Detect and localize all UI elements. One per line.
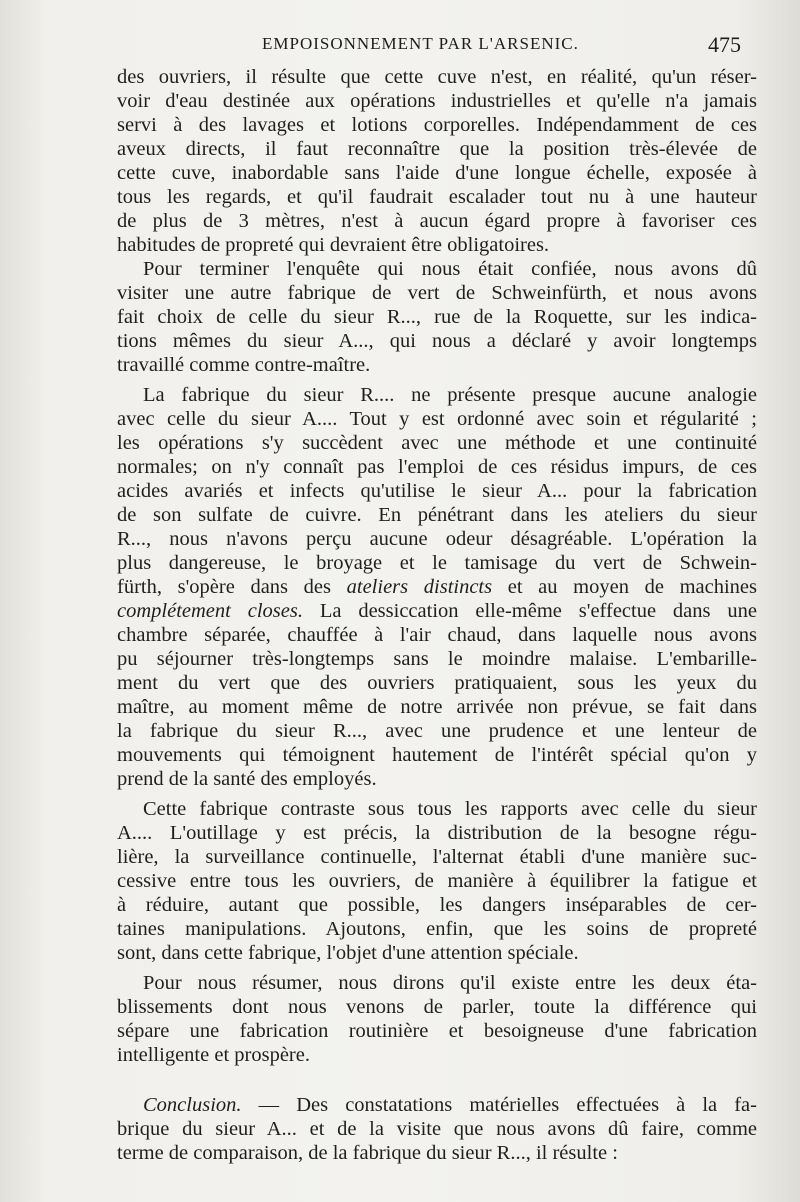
text-line: brique du sieur A... et de la visite que nous avons dû faire, comme xyxy=(117,1118,757,1140)
text-line: aveux directs, il faut reconnaître que la position très-élevée de xyxy=(117,138,757,160)
text-line: fait choix de celle du sieur R..., rue de la Roquette, sur les indica- xyxy=(117,306,757,328)
text-line: mouvements qui témoignent hautement de l'intérêt spécial qu'on y xyxy=(117,744,757,766)
text-line: de son sulfate de cuivre. En pénétrant dans les ateliers du sieur xyxy=(117,504,757,526)
text-line: normales; on n'y connaît pas l'emploi de ces résidus impurs, de ces xyxy=(117,456,757,478)
text-line: Conclusion. — Des constatations matérielles effectuées à la fa- xyxy=(143,1094,757,1116)
page-number: 475 xyxy=(708,32,741,57)
text-line: prend de la santé des employés. xyxy=(117,768,377,790)
text-line: cette cuve, inabordable sans l'aide d'une longue échelle, exposée à xyxy=(117,162,757,184)
text-line: tous les regards, et qu'il faudrait escalader tout nu à une hauteur xyxy=(117,186,757,208)
text-line: sont, dans cette fabrique, l'objet d'une attention spéciale. xyxy=(117,942,579,964)
text-line: A.... L'outillage y est précis, la distribution de la besogne régu- xyxy=(117,822,757,844)
text-line: sépare une fabrication routinière et besoigneuse d'une fabrication xyxy=(117,1020,757,1042)
text-line: ment du vert que des ouvriers pratiquaient, sous les yeux du xyxy=(117,672,757,694)
text-line: cessive entre tous les ouvriers, de manière à équilibrer la fatigue et xyxy=(117,870,757,892)
text-line: de plus de 3 mètres, n'est à aucun égard propre à favoriser ces xyxy=(117,210,757,232)
text-line: tions mêmes du sieur A..., qui nous a déclaré y avoir longtemps xyxy=(117,330,757,352)
text-line: complétement closes. La dessiccation elle-même s'effectue dans une xyxy=(117,600,757,622)
text-line: la fabrique du sieur R..., avec une prudence et une lenteur de xyxy=(117,720,757,742)
text-line: Pour nous résumer, nous dirons qu'il existe entre les deux éta- xyxy=(143,972,757,994)
text-line: taines manipulations. Ajoutons, enfin, que les soins de propreté xyxy=(117,918,757,940)
page-header xyxy=(0,30,800,62)
text-line: les opérations s'y succèdent avec une méthode et une continuité xyxy=(117,432,757,454)
text-line: acides avariés et infects qu'utilise le sieur A... pour la fabrication xyxy=(117,480,757,502)
text-line: à réduire, autant que possible, les dangers inséparables de cer- xyxy=(117,894,757,916)
text-line: blissements dont nous venons de parler, toute la différence qui xyxy=(117,996,757,1018)
text-line: La fabrique du sieur R.... ne présente presque aucune analogie xyxy=(143,384,757,406)
text-line: visiter une autre fabrique de vert de Schweinfürth, et nous avons xyxy=(117,282,757,304)
text-line: R..., nous n'avons perçu aucune odeur désagréable. L'opération la xyxy=(117,528,757,550)
text-line: intelligente et prospère. xyxy=(117,1044,310,1066)
text-line: maître, au moment même de notre arrivée non prévue, se fait dans xyxy=(117,696,757,718)
text-line: terme de comparaison, de la fabrique du sieur R..., il résulte : xyxy=(117,1142,618,1164)
text-line: chambre séparée, chauffée à l'air chaud, dans laquelle nous avons xyxy=(117,624,757,646)
text-line: Cette fabrique contraste sous tous les rapports avec celle du sieur xyxy=(143,798,757,820)
text-line: pu séjourner très-longtemps sans le moindre malaise. L'embarille- xyxy=(117,648,757,670)
running-head: EMPOISONNEMENT PAR L'ARSENIC. xyxy=(262,34,579,53)
text-line: plus dangereuse, le broyage et le tamisage du vert de Schwein- xyxy=(117,552,757,574)
text-line: fürth, s'opère dans des ateliers distincts et au moyen de machines xyxy=(117,576,758,598)
text-line: des ouvriers, il résulte que cette cuve n'est, en réalité, qu'un réser- xyxy=(117,66,757,88)
text-line: Pour terminer l'enquête qui nous était confiée, nous avons dû xyxy=(143,258,757,280)
text-line: servi à des lavages et lotions corporelles. Indépendamment de ces xyxy=(117,114,757,136)
text-line: travaillé comme contre-maître. xyxy=(117,354,371,376)
text-line: avec celle du sieur A.... Tout y est ordonné avec soin et régularité ; xyxy=(117,408,757,430)
text-line: habitudes de propreté qui devraient être obligatoires. xyxy=(117,234,550,256)
text-line: lière, la surveillance continuelle, l'alternat établi d'une manière suc- xyxy=(117,846,757,868)
text-line: voir d'eau destinée aux opérations industrielles et qu'elle n'a jamais xyxy=(117,90,757,112)
